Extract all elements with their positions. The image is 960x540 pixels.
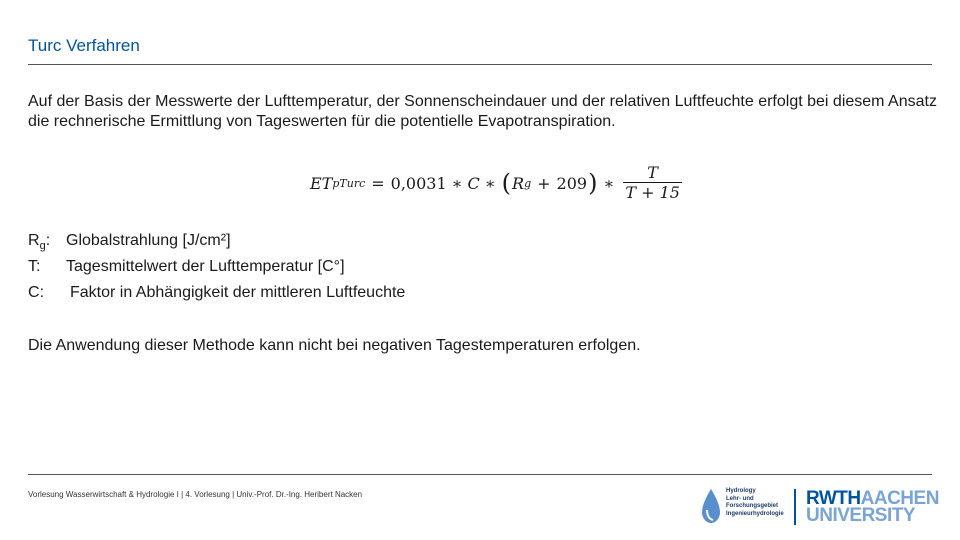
formula-equals: = [371,173,385,193]
rwth-logo: RWTHAACHEN UNIVERSITY [806,488,939,526]
formula-operator-3: ∗ [603,173,615,193]
formula-fraction [623,164,682,203]
water-drop-icon [700,488,722,524]
formula-rg-subscript: g [524,176,532,190]
formula-open-paren: ( [501,169,512,197]
formula-constant: 209 [556,173,588,193]
formula-coefficient: 0,0031 [390,173,447,193]
formula-lhs: ET [310,173,333,193]
formula-lhs-subscript: pTurc [332,176,366,190]
formula-rg: R [512,173,525,193]
method-note: Die Anwendung dieser Methode kann nicht bei negativen Tagestemperaturen erfolgen. [28,337,641,354]
footer-text: Vorlesung Wasserwirtschaft & Hydrologie I | 4. Vorlesung | Univ.-Prof. Dr.-Ing. Heribert Nacken [28,490,363,499]
definition-row-t [28,258,405,284]
footer-divider [28,474,932,475]
definition-text: Faktor in Abhängigkeit der mittleren Luftfeuchte [70,284,406,301]
formula-operator-2: ∗ [484,173,496,193]
definition-row-rg [28,232,405,258]
intro-paragraph: Auf der Basis der Messwerte der Lufttemperatur, der Sonnenscheindauer und der relativen Luftfeuchte erfolgt bei diesem Ansatz die rechnerische Ermittlung von Tageswerten für die potentielle Evapotranspiration. [28,93,937,130]
definition-row-c [28,284,405,310]
definition-text: Tagesmittelwert der Lufttemperatur [C°] [66,258,345,275]
formula-operator-1: ∗ [451,173,463,193]
formula-c: C [467,173,480,193]
formula-plus: + [537,173,551,193]
hydrology-logo [700,488,784,524]
hydrology-logo-text: Hydrology Lehr- und Forschungsgebiet Ingenieurhydrologie [726,488,784,517]
formula-close-paren: ) [588,169,598,197]
definition-text: Globalstrahlung [J/cm²] [66,232,231,249]
fraction-denominator: T + 15 [625,182,680,202]
variable-definitions [28,232,405,310]
definition-symbol: T: [28,258,41,275]
logo-divider [794,489,796,525]
title-divider [28,64,932,65]
definition-symbol: C: [28,284,45,301]
definition-symbol: $R_g$: [28,232,51,253]
turc-formula [310,158,682,208]
slide-title: Turc Verfahren [28,36,140,55]
fraction-numerator: T [647,162,658,182]
